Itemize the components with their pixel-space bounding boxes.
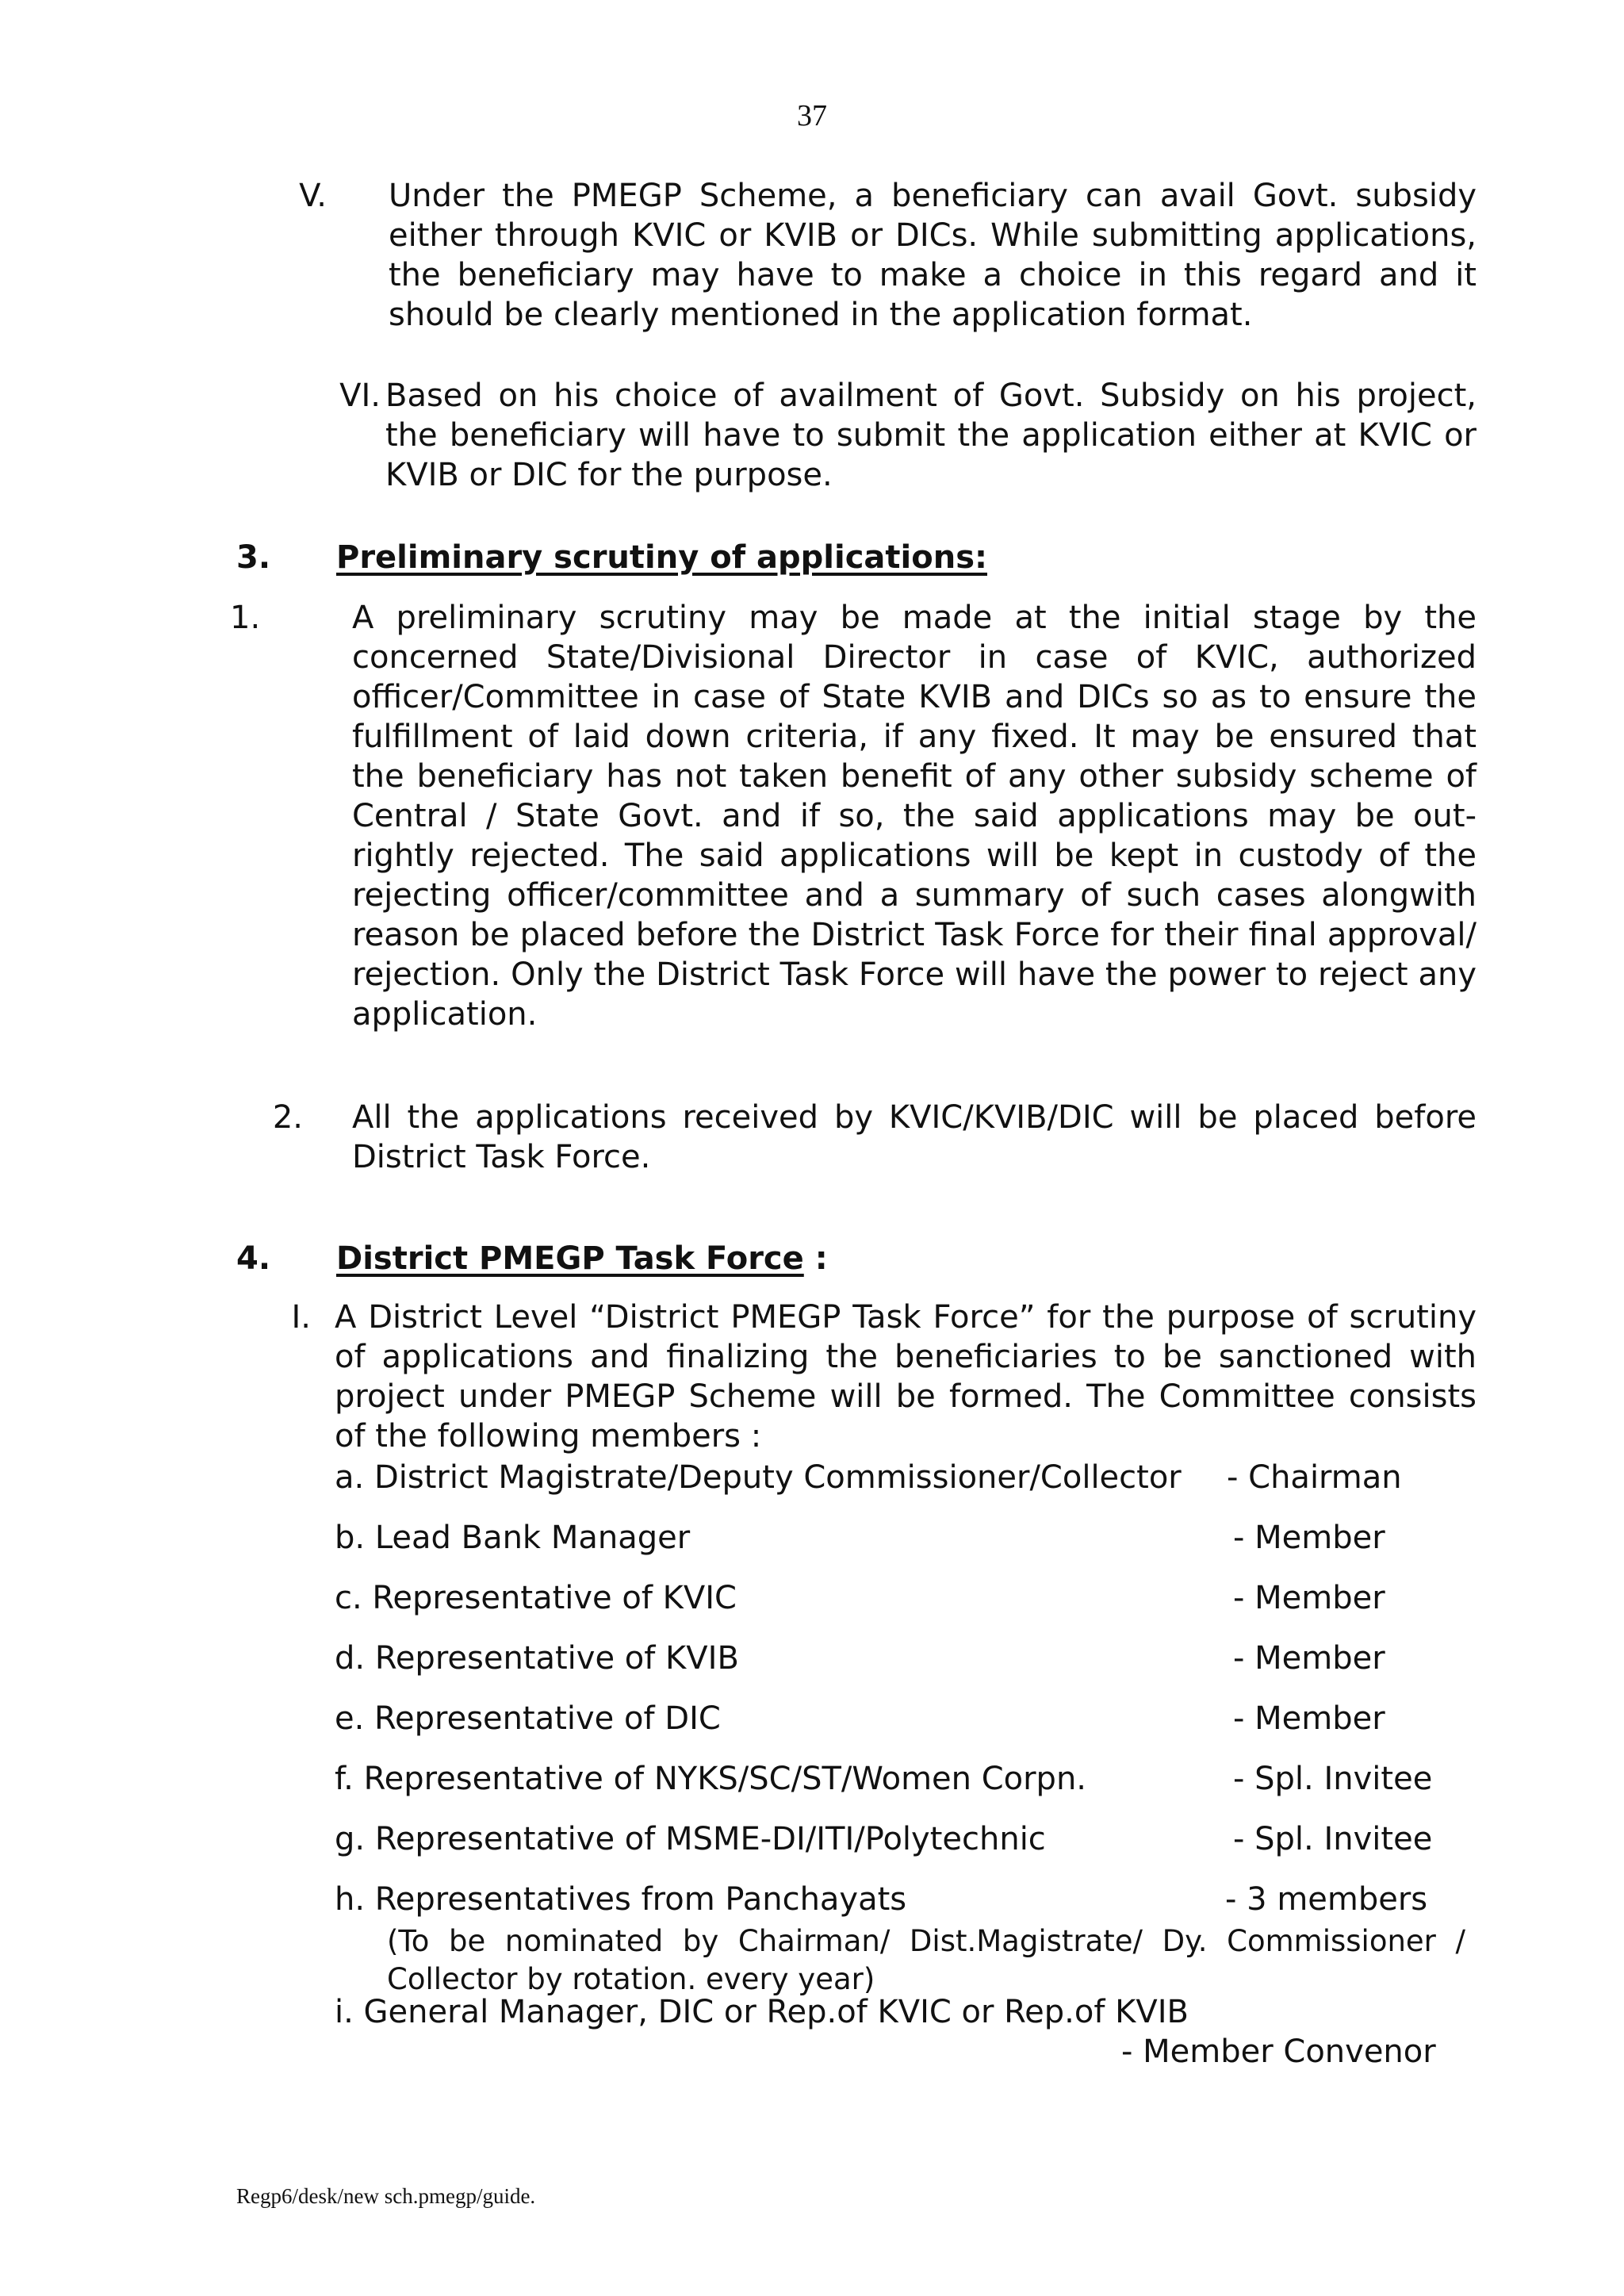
member-role: - Member xyxy=(1233,1700,1385,1737)
member-label: b. Lead Bank Manager xyxy=(335,1520,691,1556)
member-role: - Member xyxy=(1233,1520,1385,1556)
member-role: - Member xyxy=(1233,1580,1385,1616)
member-role: - Spl. Invitee xyxy=(1233,1761,1433,1797)
list-item-text: Under the PMEGP Scheme, a beneficiary can avail Govt. subsidy either through KVIC or KVIB or DICs. While submitting applications, the beneficiary may have to make a choice in this regard and it should be clearly mentioned in the application format. xyxy=(389,178,1477,333)
list-marker: 2. xyxy=(272,1099,303,1136)
list-marker: 1. xyxy=(230,600,261,636)
list-marker: VI. xyxy=(339,378,381,414)
section-number: 3. xyxy=(236,539,271,576)
member-label: c. Representative of KVIC xyxy=(335,1580,737,1616)
member-label: f. Representative of NYKS/SC/ST/Women Corpn. xyxy=(335,1761,1087,1797)
member-label: d. Representative of KVIB xyxy=(335,1640,739,1677)
member-label: g. Representative of MSME-DI/ITI/Polytechnic xyxy=(335,1821,1046,1857)
section-number: 4. xyxy=(236,1240,271,1277)
section-title: District PMEGP Task Force xyxy=(336,1240,804,1277)
footer-reference: Regp6/desk/new sch.pmegp/guide. xyxy=(236,2184,536,2208)
member-label: a. District Magistrate/Deputy Commissioner/Collector xyxy=(335,1459,1182,1496)
member-label: h. Representatives from Panchayats xyxy=(335,1881,907,1918)
section-title: Preliminary scrutiny of applications: xyxy=(336,539,987,576)
paragraph: A District Level “District PMEGP Task Force” for the purpose of scrutiny of applications and finalizing the beneficiaries to be sanctioned with project under PMEGP Scheme will be formed. The Committee consists of the following members : xyxy=(335,1299,1477,1455)
member-role: - 3 members xyxy=(1225,1881,1428,1918)
member-role: - Spl. Invitee xyxy=(1233,1821,1433,1857)
list-marker: V. xyxy=(299,178,327,214)
section-3-heading xyxy=(236,538,1505,577)
member-i-role: - Member Convenor xyxy=(1121,2033,1436,2070)
panchayat-note: (To be nominated by Chairman/ Dist.Magistrate/ Dy. Commissioner / Collector by rotation. every year) xyxy=(387,1924,1465,1996)
section-4-heading xyxy=(236,1239,1505,1278)
list-marker: I. xyxy=(291,1299,311,1336)
member-label: e. Representative of DIC xyxy=(335,1700,721,1737)
section-title-suffix: : xyxy=(803,1240,828,1277)
page-number: 37 xyxy=(797,99,827,132)
member-role: - Chairman xyxy=(1227,1459,1402,1496)
paragraph: All the applications received by KVIC/KVIB/DIC will be placed before District Task Force. xyxy=(352,1099,1477,1175)
paragraph: A preliminary scrutiny may be made at the initial stage by the concerned State/Divisional Director in case of KVIC, authorized officer/Committee in case of State KVIB and DICs so as to ensure the fulfillment of laid down criteria, if any fixed. It may be ensured that the beneficiary has not taken benefit of any other subsidy scheme of Central / State Govt. and if so, the said applications may be out-rightly rejected. The said applications will be kept in custody of the rejecting officer/committee and a summary of such cases alongwith reason be placed before the District Task Force for their final approval/ rejection. Only the District Task Force will have the power to reject any application. xyxy=(352,600,1477,1033)
list-item-text: Based on his choice of availment of Govt. Subsidy on his project, the beneficiary will have to submit the application either at KVIC or KVIB or DIC for the purpose. xyxy=(385,378,1477,493)
member-i-label: i. General Manager, DIC or Rep.of KVIC or Rep.of KVIB xyxy=(335,1994,1189,2030)
member-role: - Member xyxy=(1233,1640,1385,1677)
